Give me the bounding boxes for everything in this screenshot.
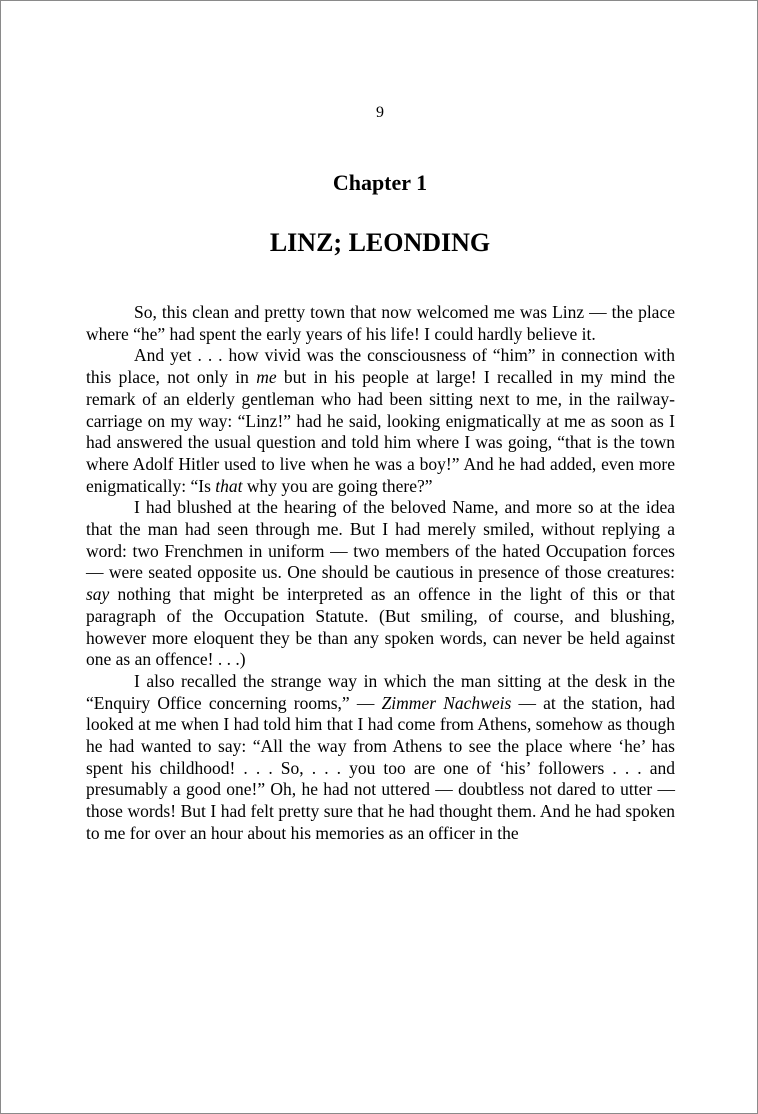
paragraph-3-emphasis-say: say <box>86 584 110 605</box>
paragraph-2-text-a: And yet . . . how vivid was the consciousness of “him” in connection with this place, not only in <box>86 345 675 388</box>
body-text <box>86 302 675 845</box>
page-number: 9 <box>376 104 384 121</box>
paragraph-4-emphasis-zimmer-nachweis: Zimmer Nachweis <box>381 692 512 713</box>
chapter-title: LINZ; LEONDING <box>269 228 491 257</box>
paragraph-2-emphasis-me: me <box>256 367 277 388</box>
paragraph-4 <box>86 671 675 845</box>
paragraph-3 <box>86 497 675 671</box>
paragraph-3-text-c: nothing that might be interpreted as an offence in the light of this or that paragraph of the Occupation Statute. (But smiling, of course, and blushing, however more eloquent they be than any spoken words, can never be held against one as an offence! . . .) <box>86 584 675 670</box>
paragraph-2-text-c: but in his people at large! I recalled in my mind the remark of an elderly gentleman who had been sitting next to me, in the railway-carriage on my way: “Linz!” had he said, looking enigmatically at me as soon as I had answered the usual question and told him where I was going, “that is the town where Adolf Hitler used to live when he was a boy!” And he had added, even more enigmatically: “Is <box>86 367 675 496</box>
paragraph-4-text-a: I also recalled the strange way in which the man sitting at the desk in the “Enquiry Office concerning rooms,” — <box>86 670 675 713</box>
paragraph-4-text-c: — at the station, had looked at me when I had told him that I had come from Athens, somehow as though he had wanted to say: “All the way from Athens to see the place where ‘he’ has spent his childhood! . . . So, . . . you too are one of ‘his’ followers . . . and presumably a good one!” Oh, he had not uttered — doubtless not dared to utter — those words! But I had felt pretty sure that he had thought them. And he had spoken to me for over an hour about his memories as an officer in the <box>86 692 675 843</box>
paragraph-2-emphasis-that: that <box>215 475 243 496</box>
chapter-label: Chapter 1 <box>332 170 428 195</box>
paragraph-1: So, this clean and pretty town that now welcomed me was Linz — the place where “he” had spent the early years of his life! I could hardly believe it. <box>86 302 675 344</box>
paragraph-3-text-a: I had blushed at the hearing of the beloved Name, and more so at the idea that the man had seen through me. But I had merely smiled, without replying a word: two Frenchmen in uniform — two members of the hated Occupation forces — were seated opposite us. One should be cautious in presence of those creatures: <box>86 497 675 583</box>
paragraph-2 <box>86 345 675 497</box>
paragraph-2-text-e: why you are going there?” <box>242 475 433 496</box>
